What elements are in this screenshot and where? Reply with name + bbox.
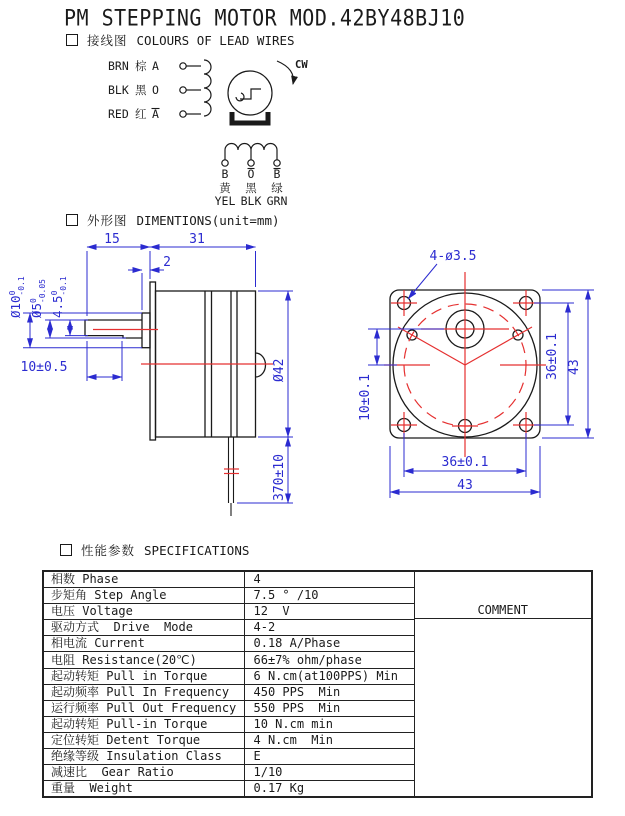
page-title: PM STEPPING MOTOR MOD.42BY48BJ10 (64, 4, 466, 31)
lead-color-en: BLK (108, 83, 129, 97)
lead-color-cn: 黑 (135, 83, 147, 97)
dim-shaft-d5: $Ø5^0-0.05$ (29, 279, 47, 318)
spec-label: 步矩角 Step Angle (43, 588, 244, 604)
lead-color-en: RED (108, 107, 129, 121)
coil-symbol-left (204, 60, 211, 116)
front-view (358, 249, 594, 498)
comment-header: COMMENT (415, 602, 592, 619)
motor-circle (228, 71, 272, 115)
section-dimensions-cn: 外形图 (87, 213, 128, 228)
dim-shaft-d10: $Ø10^0-0.1$ (8, 276, 26, 318)
section-wiring-cn: 接线图 (87, 33, 128, 48)
coil-symbol-bottom (225, 144, 277, 151)
dim-hole-pitch-vertical: 36±0.1 (545, 333, 560, 380)
side-view-dimension-texts (8, 232, 287, 501)
lead-color-en: BRN (108, 59, 129, 73)
dim-flange-height: 43 (567, 359, 582, 375)
spec-label: 起动转矩 Pull-in Torque (43, 716, 244, 732)
terminal-phase: O (247, 167, 255, 181)
section-specs-cn: 性能参数 (81, 543, 136, 558)
terminal-cn: 黑 (245, 181, 257, 195)
bottom-terminal-labels (215, 167, 288, 208)
comment-column (414, 571, 592, 797)
dim-mounting-holes: 4-ø3.5 (429, 249, 477, 264)
section-specs-en: SPECIFICATIONS (144, 542, 250, 558)
spec-label: 运行频率 Pull Out Frequency (43, 700, 244, 716)
dim-body-diameter: Ø42 (272, 358, 287, 382)
dim-shaft-flat: $4.5^0-0.1$ (50, 276, 68, 318)
terminal-cn: 绿 (271, 181, 283, 195)
table-row (43, 571, 592, 588)
terminal-en: BLK (240, 194, 262, 208)
spec-value: 7.5 ° /10 (244, 588, 414, 604)
dim-shaft-offset: 10±0.1 (358, 374, 373, 421)
spec-label: 电压 Voltage (43, 604, 244, 620)
terminal-en: YEL (214, 194, 236, 208)
spec-label: 相数 Phase (43, 571, 244, 588)
spec-value: 550 PPS Min (244, 700, 414, 716)
lead-phase: A (152, 107, 159, 121)
wiring-schematic-lines (180, 60, 294, 166)
terminal-en: GRN (266, 194, 288, 208)
motor-bracket (232, 112, 268, 123)
dim-hole-pitch-horizontal: 36±0.1 (441, 455, 489, 470)
spec-label: 定位转矩 Detent Torque (43, 732, 244, 748)
spec-label: 驱动方式 Drive Mode (43, 620, 244, 636)
spec-value: 0.18 A/Phase (244, 636, 414, 652)
terminal-phase: B (273, 167, 281, 181)
dim-length-front: 15 (104, 232, 120, 247)
motor-step-symbol (236, 89, 261, 101)
section-wiring-en: COLOURS OF LEAD WIRES (136, 32, 295, 48)
cw-label: CW (295, 59, 308, 71)
spec-label: 绝缘等级 Insulation Class (43, 749, 244, 765)
side-view (8, 232, 293, 516)
spec-value: E (244, 749, 414, 765)
spec-value: 4 N.cm Min (244, 732, 414, 748)
side-view-outline (85, 282, 266, 516)
terminal-cn: 黄 (219, 181, 231, 195)
spec-value: 450 PPS Min (244, 684, 414, 700)
spec-value: 10 N.cm min (244, 716, 414, 732)
spec-label: 起动频率 Pull In Frequency (43, 684, 244, 700)
wiring-diagram (108, 59, 308, 208)
spec-label: 减速比 Gear Ratio (43, 765, 244, 781)
spec-label: 电阻 Resistance(20℃) (43, 652, 244, 668)
lead-color-cn: 棕 (135, 59, 147, 73)
section-dimensions-en: DIMENTIONS(unit=mm) (136, 212, 280, 228)
spec-label: 起动转矩 Pull in Torque (43, 668, 244, 684)
spec-value: 4 (244, 571, 414, 588)
dim-flat-length: 10±0.5 (20, 360, 68, 375)
terminal-phase: B (221, 167, 229, 181)
spec-value: 4-2 (244, 620, 414, 636)
lead-phase: A (152, 59, 159, 73)
spec-label: 相电流 Current (43, 636, 244, 652)
lead-color-cn: 红 (135, 107, 147, 121)
spec-value: 1/10 (244, 765, 414, 781)
spec-value: 6 N.cm(at100PPS) Min (244, 668, 414, 684)
spec-label: 重量 Weight (43, 781, 244, 798)
spec-value: 66±7% ohm/phase (244, 652, 414, 668)
dim-length-body: 31 (189, 232, 205, 247)
front-view-dimension-texts (358, 249, 582, 493)
dim-flange-width: 43 (457, 478, 473, 493)
dim-wire-length: 370±10 (272, 454, 287, 501)
side-view-centerlines (93, 330, 273, 474)
dim-boss-length: 2 (163, 255, 171, 270)
specifications-table (42, 570, 593, 798)
lead-phase: O (152, 83, 159, 97)
spec-value: 12 V (244, 604, 414, 620)
cw-rotation-arrow-icon (277, 61, 293, 84)
spec-value: 0.17 Kg (244, 781, 414, 798)
